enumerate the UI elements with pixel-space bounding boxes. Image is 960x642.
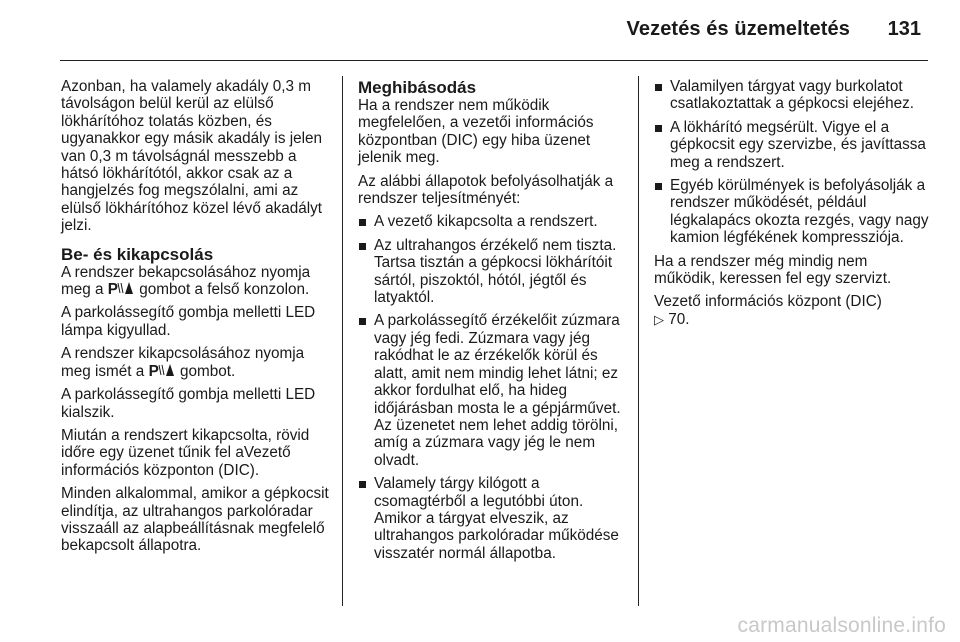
page-reference-link[interactable]: 70. [668, 310, 690, 328]
section-heading-on-off: Be- és kikapcsolás [61, 244, 214, 264]
paragraph-switch-on: A rendszer bekapcsolásához nyomja meg a P gombot a felső konzolon. [61, 263, 311, 299]
list-item: A parkolássegítő érzékelőit zúzmara vagy jég fedi. Zúzmara vagy jég rakódhat le az érzékelők körül és alatt, amit nem mindig lehet látni; ez akkor fordulhat elő, ha hideg időjárásban mosta le a gépjárművet. Az üzenetet nem lehet addig törölni, amíg a zúzmara vagy jég le nem olvadt. [358, 312, 630, 469]
page-header-title: Vezetés és üzemeltetés [626, 18, 850, 40]
parking-assist-button-icon: P [149, 363, 176, 380]
reference-arrow-icon: ▷ [654, 311, 664, 327]
paragraph-switch-off: A rendszer kikapcsolásához nyomja meg ismét a P gombot. [61, 345, 305, 380]
list-item: Az ultrahangos érzékelő nem tiszta. Tartsa tisztán a gépkocsi lökhárítóit sártól, piszoktól, hótól, jégtől és latyaktól. [358, 237, 630, 307]
list-item: A lökhárító megsérült. Vigye el a gépkocsit egy szervizbe, és javíttassa meg a rendszert. [654, 119, 932, 171]
page-number: 131 [887, 18, 921, 40]
paragraph-conditions-intro: Az alábbi állapotok befolyásolhatják a rendszer teljesítményét: [358, 172, 614, 208]
conditions-list-continued [654, 78, 932, 247]
paragraph-fault-intro: Ha a rendszer nem működik megfelelően, a vezetői információs központban (DIC) egy hiba üzenet jelenik meg. [358, 97, 594, 167]
paragraph-dic-message: Miután a rendszert kikapcsolta, rövid időre egy üzenet tűnik fel aVezető információs központon (DIC). [61, 426, 310, 479]
paragraph-service: Ha a rendszer még mindig nem működik, keressen fel egy szervizt. [654, 252, 892, 288]
list-item: Valamilyen tárgyat vagy burkolatot csatlakoztattak a gépkocsi elejéhez. [654, 78, 932, 113]
paragraph-default-state: Minden alkalommal, amikor a gépkocsit elindítja, az ultrahangos parkolóradar visszaáll az alapbeállításnak megfelelő bekapcsolt állapotra. [61, 485, 329, 555]
intro-paragraph: Azonban, ha valamely akadály 0,3 m távolságon belül kerül az elülső lökhárítóhoz tolatás közben, és ugyanakkor egy másik akadály is jelen van 0,3 m távolságnál messzebb a hátsó lökhárítótól, akkor csak az a hangjelzés fog megszólalni, ami az elülső lökhárítóhoz közel lévő akadályt jelzi. [61, 78, 323, 235]
list-item: A vezető kikapcsolta a rendszert. [358, 213, 630, 230]
header-divider [60, 60, 928, 61]
conditions-list [358, 213, 630, 562]
column-3 [654, 78, 932, 334]
watermark: carmanualsonline.info [737, 614, 946, 637]
parking-assist-button-icon: P [108, 281, 135, 298]
list-item: Egyéb körülmények is befolyásolják a rendszer működését, például légkalapács okozta rezgés, vagy nagy kamion légfékének kompressziója. [654, 177, 932, 247]
column-divider [342, 76, 343, 606]
column-1 [61, 78, 329, 561]
list-item: Valamely tárgy kilógott a csomagtérből a legutóbbi úton. Amikor a tárgyat elveszik, az ultrahangos parkolóradar működése visszatér normál állapotba. [358, 475, 630, 562]
paragraph-dic-reference: Vezető információs központ (DIC) ▷ 70. [654, 293, 882, 328]
paragraph-led-off: A parkolássegítő gombja melletti LED kialszik. [61, 386, 316, 421]
column-2 [358, 78, 630, 568]
section-heading-fault: Meghibásodás [358, 78, 477, 97]
column-divider [638, 76, 639, 606]
paragraph-led-on: A parkolássegítő gombja melletti LED lámpa kigyullad. [61, 304, 316, 339]
